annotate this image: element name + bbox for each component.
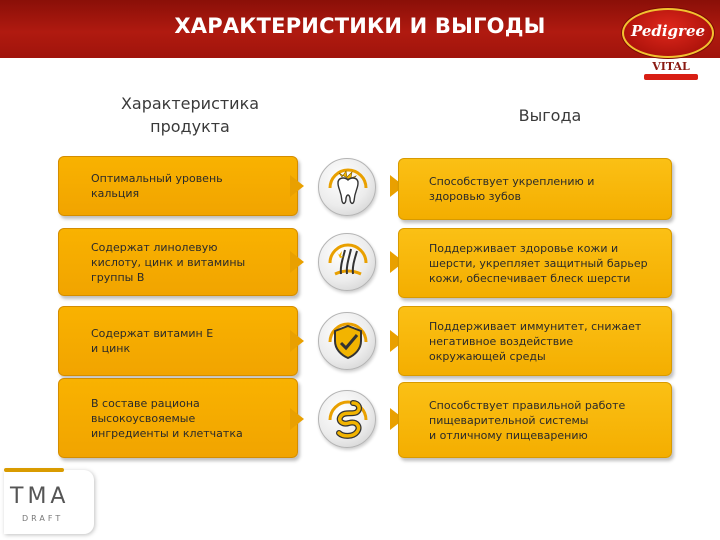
tma-logo-text: TMA	[10, 484, 70, 509]
tooth-icon	[318, 158, 376, 216]
arrow-right-icon	[290, 175, 304, 197]
column-header-feature: Характеристика продукта	[120, 94, 260, 136]
feature-text: В составе рациона высокоусвояемые ингредиенты и клетчатка	[91, 396, 243, 440]
feature-box-calcium	[58, 156, 298, 216]
arrow-right-icon	[290, 408, 304, 430]
vital-logo-text: VITAL	[652, 60, 690, 73]
benefit-box-digestion	[398, 382, 672, 458]
feature-box-linoleic	[58, 228, 298, 296]
feature-text: Содержат витамин Е и цинк	[91, 327, 214, 355]
page-title: ХАРАКТЕРИСТИКИ И ВЫГОДЫ	[174, 14, 546, 38]
intestine-icon	[318, 390, 376, 448]
feature-text: Оптимальный уровень кальция	[91, 172, 223, 200]
pedigree-logo	[618, 4, 716, 82]
feature-text: Содержат линолевую кислоту, цинк и витамины группы В	[91, 240, 246, 284]
arrow-right-icon	[290, 251, 304, 273]
skin-hair-icon	[318, 233, 376, 291]
shield-icon	[318, 312, 376, 370]
benefit-box-immunity	[398, 306, 672, 376]
benefit-text: Способствует правильной работе пищеварительной системы и отличному пищеварению	[429, 398, 626, 442]
arrow-right-icon	[290, 330, 304, 352]
column-header-benefit: Выгода	[518, 106, 582, 125]
benefit-box-teeth	[398, 158, 672, 220]
benefit-text: Поддерживает иммунитет, снижает негативное воздействие окружающей среды	[429, 319, 642, 363]
title-bar	[0, 0, 720, 58]
draft-label: DRAFT	[22, 514, 64, 523]
vital-logo-bar	[644, 74, 698, 80]
pedigree-logo-text: Pedigree	[630, 22, 706, 40]
benefit-box-skin	[398, 228, 672, 298]
feature-box-fiber	[58, 378, 298, 458]
feature-box-vitamin-e	[58, 306, 298, 376]
benefit-text: Способствует укреплению и здоровью зубов	[429, 175, 595, 203]
tma-logo-accent	[4, 468, 64, 472]
benefit-text: Поддерживает здоровье кожи и шерсти, укрепляет защитный барьер кожи, обеспечивает блеск шерсти	[429, 241, 648, 285]
